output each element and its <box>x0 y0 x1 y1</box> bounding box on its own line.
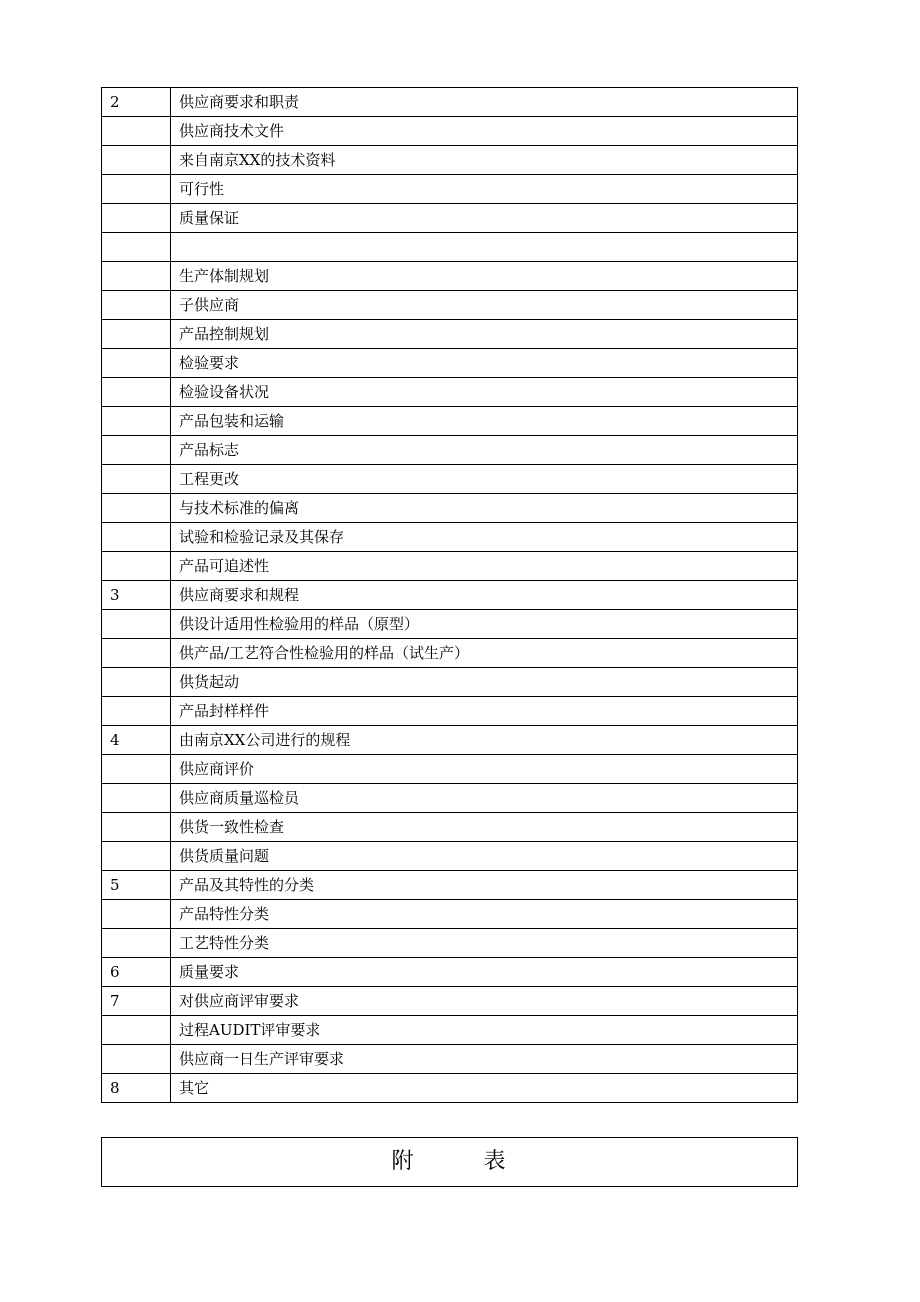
table-row <box>102 813 798 842</box>
section-title: 供货一致性检查 <box>171 813 798 842</box>
section-title: 生产体制规划 <box>171 262 798 291</box>
appendix-title-char-1: 附 <box>391 1149 416 1174</box>
section-title: 产品可追述性 <box>171 552 798 581</box>
section-number: 5 <box>102 871 171 900</box>
table-row <box>102 639 798 668</box>
table-row <box>102 552 798 581</box>
section-title: 供应商要求和职责 <box>171 88 798 117</box>
table-row <box>102 1045 798 1074</box>
table-row <box>102 117 798 146</box>
table-row <box>102 958 798 987</box>
section-number <box>102 552 171 581</box>
section-title: 质量保证 <box>171 204 798 233</box>
table-row <box>102 900 798 929</box>
table-row <box>102 88 798 117</box>
section-number: 2 <box>102 88 171 117</box>
table-row <box>102 233 798 262</box>
table-row <box>102 871 798 900</box>
section-title <box>171 233 798 262</box>
section-title: 工程更改 <box>171 465 798 494</box>
table-row <box>102 465 798 494</box>
section-title: 检验要求 <box>171 349 798 378</box>
table-row <box>102 581 798 610</box>
table-row <box>102 146 798 175</box>
section-number: 3 <box>102 581 171 610</box>
section-number <box>102 204 171 233</box>
section-title: 产品特性分类 <box>171 900 798 929</box>
section-number <box>102 494 171 523</box>
section-title: 供应商一日生产评审要求 <box>171 1045 798 1074</box>
section-number <box>102 668 171 697</box>
section-title: 可行性 <box>171 175 798 204</box>
section-title: 与技术标准的偏离 <box>171 494 798 523</box>
section-number <box>102 842 171 871</box>
table-row <box>102 407 798 436</box>
section-title: 供货质量问题 <box>171 842 798 871</box>
section-number <box>102 784 171 813</box>
table-row <box>102 349 798 378</box>
section-title: 过程AUDIT评审要求 <box>171 1016 798 1045</box>
table-row <box>102 697 798 726</box>
table-row <box>102 262 798 291</box>
section-number <box>102 523 171 552</box>
table-row <box>102 378 798 407</box>
table-row <box>102 204 798 233</box>
table-row <box>102 842 798 871</box>
section-number <box>102 929 171 958</box>
section-number: 7 <box>102 987 171 1016</box>
table-row <box>102 755 798 784</box>
table-row <box>102 436 798 465</box>
section-number <box>102 1045 171 1074</box>
section-number <box>102 175 171 204</box>
table-row <box>102 494 798 523</box>
section-number <box>102 349 171 378</box>
table-row <box>102 320 798 349</box>
section-title: 供设计适用性检验用的样品（原型） <box>171 610 798 639</box>
table-row <box>102 668 798 697</box>
section-number <box>102 117 171 146</box>
table-row <box>102 175 798 204</box>
section-number <box>102 378 171 407</box>
section-number <box>102 813 171 842</box>
section-number: 6 <box>102 958 171 987</box>
section-number <box>102 407 171 436</box>
section-title: 产品控制规划 <box>171 320 798 349</box>
section-number <box>102 233 171 262</box>
section-title: 工艺特性分类 <box>171 929 798 958</box>
section-title: 供应商质量巡检员 <box>171 784 798 813</box>
section-number: 8 <box>102 1074 171 1103</box>
section-number: 4 <box>102 726 171 755</box>
section-number <box>102 755 171 784</box>
section-number <box>102 900 171 929</box>
table-row <box>102 987 798 1016</box>
section-title: 供货起动 <box>171 668 798 697</box>
table-row <box>102 291 798 320</box>
table-row <box>102 523 798 552</box>
table-of-contents <box>101 87 798 1103</box>
section-title: 质量要求 <box>171 958 798 987</box>
table-row <box>102 610 798 639</box>
appendix-title-char-2: 表 <box>483 1149 508 1174</box>
section-title: 供应商评价 <box>171 755 798 784</box>
section-title: 试验和检验记录及其保存 <box>171 523 798 552</box>
section-title: 由南京XX公司进行的规程 <box>171 726 798 755</box>
table-row <box>102 726 798 755</box>
section-number <box>102 291 171 320</box>
section-number <box>102 146 171 175</box>
section-number <box>102 610 171 639</box>
section-title: 对供应商评审要求 <box>171 987 798 1016</box>
section-title: 供应商要求和规程 <box>171 581 798 610</box>
section-number <box>102 639 171 668</box>
section-number <box>102 1016 171 1045</box>
section-title: 供应商技术文件 <box>171 117 798 146</box>
section-title: 检验设备状况 <box>171 378 798 407</box>
section-title: 供产品/工艺符合性检验用的样品（试生产） <box>171 639 798 668</box>
section-number <box>102 436 171 465</box>
section-title: 产品封样样件 <box>171 697 798 726</box>
section-title: 产品及其特性的分类 <box>171 871 798 900</box>
section-title: 产品包装和运输 <box>171 407 798 436</box>
table-row <box>102 1074 798 1103</box>
section-title: 其它 <box>171 1074 798 1103</box>
section-number <box>102 320 171 349</box>
section-title: 子供应商 <box>171 291 798 320</box>
section-title: 产品标志 <box>171 436 798 465</box>
section-number <box>102 465 171 494</box>
table-row <box>102 784 798 813</box>
table-row <box>102 1016 798 1045</box>
toc-body <box>102 88 798 1103</box>
section-number <box>102 262 171 291</box>
section-number <box>102 697 171 726</box>
appendix-title-box <box>101 1137 798 1187</box>
section-title: 来自南京XX的技术资料 <box>171 146 798 175</box>
table-row <box>102 929 798 958</box>
